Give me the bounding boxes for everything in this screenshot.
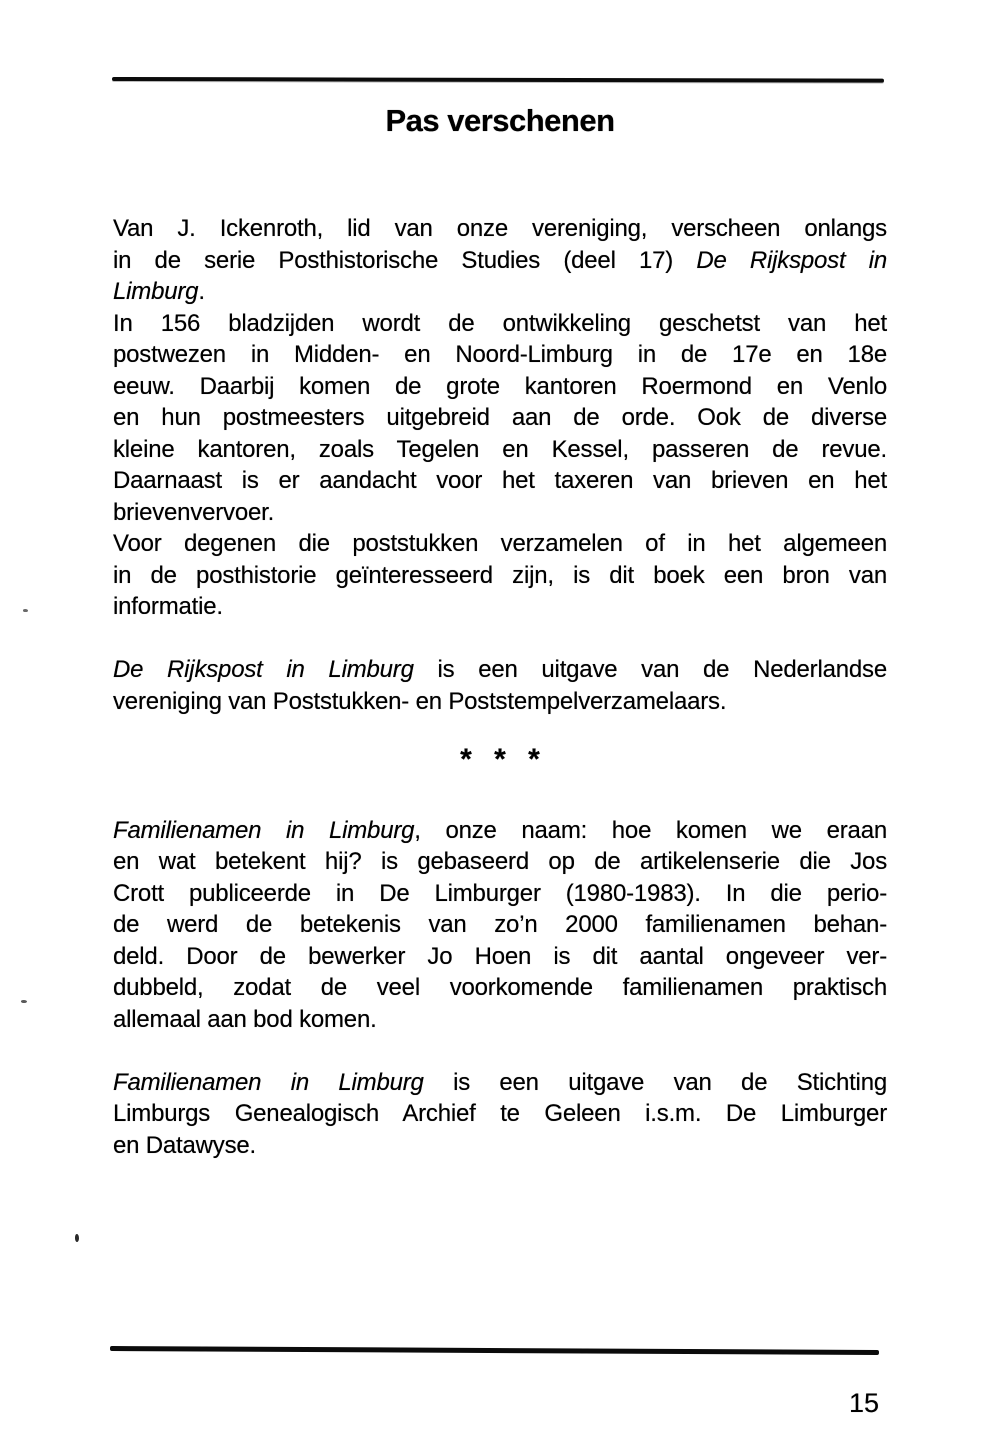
text-segment: en hun postmeesters uitgebreid aan de orde. Ook de diverse: [113, 404, 887, 431]
page-title: Pas verschenen: [385, 103, 615, 138]
text-line: [113, 1067, 887, 1099]
text-line: [113, 815, 887, 847]
page-number: 15: [848, 1388, 879, 1418]
scan-speck: [75, 1234, 79, 1242]
text-line: [113, 686, 887, 718]
text-line: [113, 276, 887, 308]
text-segment: brievenvervoer.: [113, 498, 275, 526]
text-segment: deld. Door de bewerker Jo Hoen is dit aantal ongeveer ver-: [113, 942, 887, 970]
text-line: [113, 213, 887, 245]
text-line: [113, 339, 887, 371]
text-line: [113, 1098, 887, 1130]
text-segment: In 156 bladzijden wordt de ontwikkeling geschetst van het: [113, 309, 887, 337]
text-segment: kleine kantoren, zoals Tegelen en Kessel, passeren de revue.: [113, 435, 887, 463]
text-segment: eeuw. Daarbij komen de grote kantoren Roermond en Venlo: [113, 372, 887, 400]
text-segment: , onze naam: hoe komen we eraan: [414, 816, 887, 844]
text-line: [113, 245, 887, 277]
text-line: [113, 1130, 887, 1162]
paragraph: [113, 213, 887, 308]
text-line: [113, 846, 887, 878]
text-segment: Voor degenen die poststukken verzamelen of in het algemeen: [113, 530, 887, 557]
text-segment: en Datawyse.: [113, 1131, 257, 1159]
paragraph: [113, 654, 887, 717]
text-line: [113, 654, 887, 686]
section-separator: * * *: [460, 743, 547, 776]
scan-speck: [23, 609, 28, 612]
text-segment: Van J. Ickenroth, lid van onze vereniging, verscheen onlangs: [113, 215, 887, 242]
text-line: [113, 528, 887, 560]
text-segment: is een uitgave van de Stichting: [423, 1068, 887, 1096]
italic-text-segment: De Rijkspost in Limburg: [113, 656, 414, 683]
bottom-rule: [110, 1346, 879, 1355]
italic-text-segment: Limburg: [113, 278, 199, 305]
text-segment: allemaal aan bod komen.: [113, 1005, 377, 1033]
text-line: [113, 560, 887, 592]
text-line: [113, 591, 887, 623]
text-line: [113, 308, 887, 340]
paragraph: [113, 528, 887, 623]
text-segment: vereniging van Poststukken- en Poststempelverzamelaars.: [113, 687, 727, 715]
text-segment: postwezen in Midden- en Noord-Limburg in de 17e en 18e: [113, 341, 887, 368]
text-segment: is een uitgave van de Nederlandse: [413, 656, 887, 683]
text-line: [113, 1004, 887, 1036]
text-line: [113, 972, 887, 1004]
document-body: [113, 213, 887, 1161]
text-line: [113, 434, 887, 466]
paragraph: [113, 815, 887, 1036]
text-segment: in de posthistorie geïnteresseerd zijn, is dit boek een bron van: [113, 561, 887, 589]
text-segment: in de serie Posthistorische Studies (deel 17): [113, 246, 697, 274]
top-rule: [112, 77, 884, 83]
scan-speck: [21, 1000, 27, 1003]
text-segment: en wat betekent hij? is gebaseerd op de artikelenserie die Jos: [113, 848, 887, 875]
italic-text-segment: Familienamen in Limburg: [113, 1068, 424, 1096]
text-segment: Limburgs Genealogisch Archief te Geleen i.s.m. De Limburger: [113, 1100, 887, 1127]
text-segment: Daarnaast is er aandacht voor het taxeren van brieven en het: [113, 467, 887, 494]
italic-text-segment: De Rijkspost in: [696, 246, 888, 274]
text-line: [113, 497, 887, 529]
text-line: [113, 402, 887, 434]
text-segment: informatie.: [113, 593, 223, 620]
text-line: [113, 941, 887, 973]
paragraph: [113, 1067, 887, 1162]
text-line: [113, 371, 887, 403]
paragraph: [113, 308, 887, 529]
text-line: [113, 465, 887, 497]
text-line: [113, 878, 887, 910]
text-segment: dubbeld, zodat de veel voorkomende familienamen praktisch: [113, 974, 887, 1001]
text-segment: Crott publiceerde in De Limburger (1980-1983). In die perio-: [113, 879, 887, 907]
text-line: [113, 909, 887, 941]
text-segment: de werd de betekenis van zo’n 2000 familienamen behan-: [113, 911, 887, 938]
italic-text-segment: Familienamen in Limburg: [113, 816, 415, 844]
text-segment: .: [198, 278, 205, 305]
